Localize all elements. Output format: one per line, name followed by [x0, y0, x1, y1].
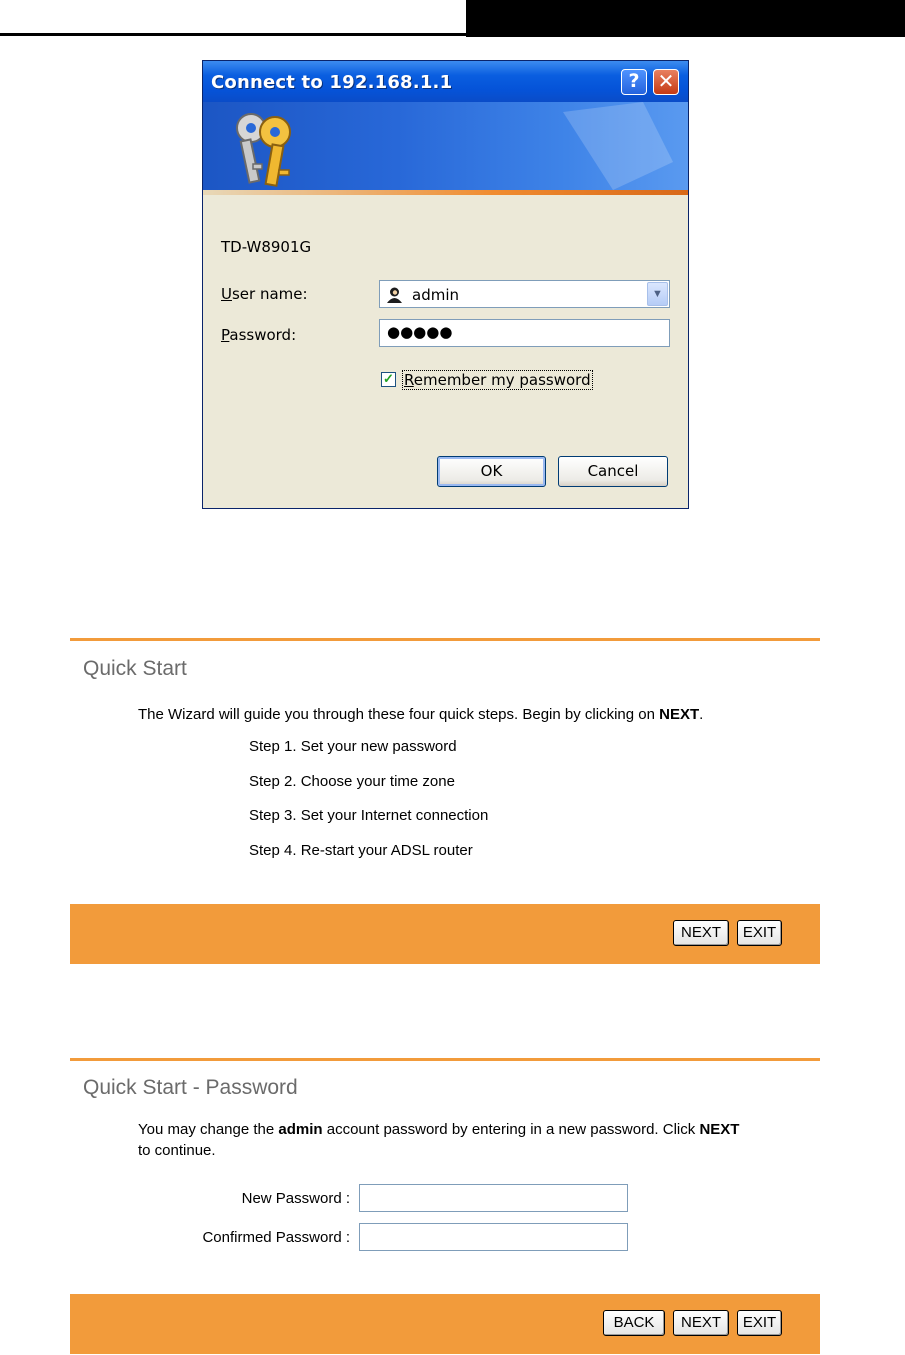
- confirm-password-input[interactable]: [359, 1223, 628, 1251]
- password-field[interactable]: [379, 319, 670, 347]
- dialog-titlebar: [203, 61, 688, 102]
- password-next-button[interactable]: NEXT: [673, 1310, 729, 1336]
- remember-label-text: emember my password: [413, 371, 591, 389]
- remember-label-accel: R: [404, 371, 414, 389]
- password-panel-action-bar: [70, 1294, 820, 1354]
- new-password-input[interactable]: [359, 1184, 628, 1212]
- confirm-password-label: Confirmed Password :: [202, 1229, 350, 1246]
- username-label-accel: U: [221, 285, 232, 303]
- intro-period: .: [699, 706, 704, 723]
- password-text-next: NEXT: [699, 1121, 740, 1138]
- intro-text: The Wizard will guide you through these four quick steps. Begin by clicking on: [138, 706, 660, 723]
- password-value: ●●●●●: [387, 323, 453, 341]
- keys-icon: [229, 106, 305, 190]
- checkmark-icon: ✓: [383, 371, 394, 386]
- username-combobox[interactable]: [379, 280, 670, 308]
- header-block: [466, 0, 905, 37]
- dialog-banner: [203, 102, 688, 190]
- step-1: Step 1. Set your new password: [249, 738, 457, 755]
- banner-keys-watermark-icon: [523, 102, 683, 190]
- close-button[interactable]: [653, 69, 679, 95]
- step-3: Step 3. Set your Internet connection: [249, 807, 489, 824]
- quick-start-exit-button[interactable]: EXIT: [737, 920, 782, 946]
- password-text-part2: account password by entering in a new password. Click: [322, 1121, 700, 1138]
- new-password-label: New Password :: [241, 1190, 350, 1207]
- quick-start-next-button[interactable]: NEXT: [673, 920, 729, 946]
- ok-button[interactable]: OK: [437, 456, 546, 487]
- header-rule: [0, 33, 466, 36]
- password-panel-text-line1: [138, 1121, 739, 1138]
- user-icon: [386, 286, 403, 303]
- password-panel-top-rule: [70, 1058, 820, 1061]
- quick-start-action-bar: [70, 904, 820, 964]
- login-dialog: [202, 60, 689, 509]
- device-name: TD-W8901G: [221, 238, 312, 256]
- password-label: [221, 326, 296, 344]
- quick-start-intro: [138, 706, 703, 723]
- intro-next-keyword: NEXT: [659, 706, 700, 723]
- step-4: Step 4. Re-start your ADSL router: [249, 842, 473, 859]
- username-value: admin: [412, 286, 459, 304]
- password-back-button[interactable]: BACK: [603, 1310, 665, 1336]
- remember-password-label[interactable]: [402, 370, 593, 390]
- username-label-text: ser name:: [231, 285, 308, 303]
- username-label: [221, 285, 308, 303]
- close-icon: ✕: [657, 69, 675, 93]
- cancel-button[interactable]: Cancel: [558, 456, 668, 487]
- dropdown-arrow-icon: ▼: [652, 288, 663, 300]
- remember-password-checkbox[interactable]: [381, 372, 396, 387]
- help-button[interactable]: [621, 69, 647, 95]
- username-dropdown-button[interactable]: [647, 282, 668, 306]
- quick-start-title: Quick Start: [83, 657, 187, 680]
- password-label-accel: P: [221, 326, 230, 344]
- password-text-admin: admin: [278, 1121, 323, 1138]
- password-text-part1: You may change the: [138, 1121, 279, 1138]
- password-exit-button[interactable]: EXIT: [737, 1310, 782, 1336]
- dialog-body: [203, 195, 688, 508]
- quick-start-top-rule: [70, 638, 820, 641]
- help-icon: ?: [628, 70, 640, 92]
- dialog-title: Connect to 192.168.1.1: [211, 72, 453, 93]
- password-label-text: assword:: [229, 326, 297, 344]
- step-2: Step 2. Choose your time zone: [249, 773, 455, 790]
- password-panel-title: Quick Start - Password: [83, 1076, 298, 1099]
- password-panel-text-line2: to continue.: [138, 1142, 216, 1159]
